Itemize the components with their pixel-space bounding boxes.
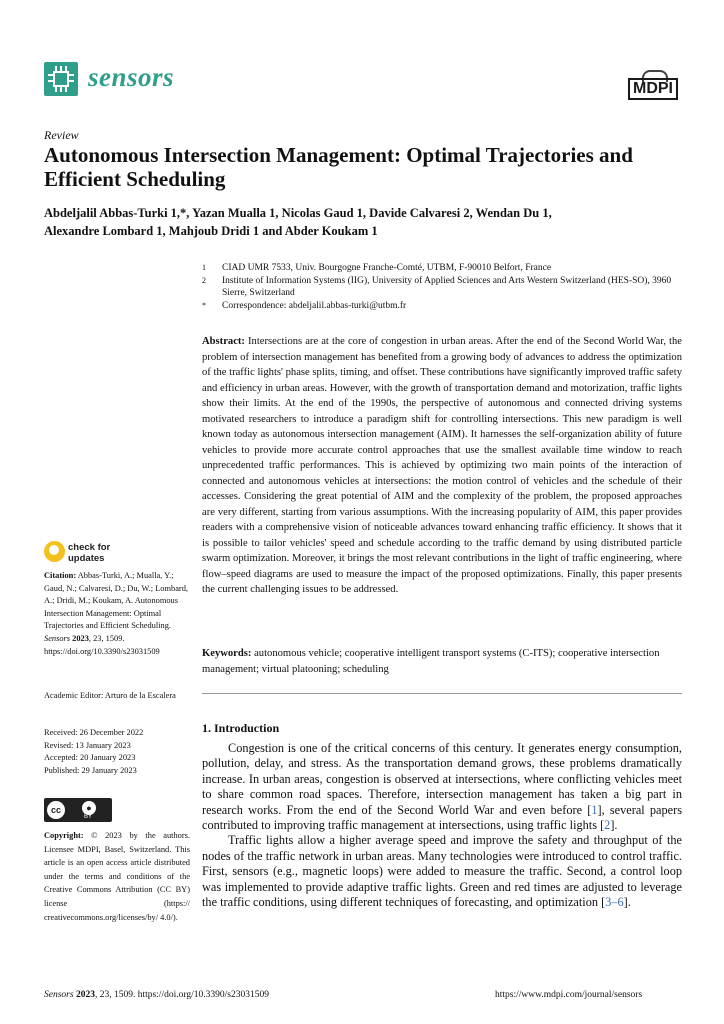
footer-citation: Sensors 2023, 23, 1509. https://doi.org/10.3390/s23031509 xyxy=(44,990,269,1000)
published-date: Published: 29 January 2023 xyxy=(44,765,137,775)
introduction-body xyxy=(202,741,682,910)
citation-link[interactable]: 1 xyxy=(591,802,598,817)
keywords xyxy=(202,646,682,677)
abstract-text: Intersections are at the core of congestion in urban areas. After the end of the Second World War, the problem of intersection management has benefited from a growing body of advances to address the optimization of the traffic lights' phase splits, timing, and offset. These contributions have significantly improved traffic safety and efficiency in urban areas. However, with the growth of transportation demand and motorization, traffic lights show their limits. At the end of the 1990s, the perspective of autonomous and connected driving systems motivated researchers to introduce a paradigm shift for controlling intersections. This new paradigm is well known today as autonomous intersection management (AIM). It harnesses the self-organization ability of future vehicles to provide more accurate control approaches that use the smallest available time window to reach unprecedented traffic performances. This is achieved by optimizing two main points of the interaction of connected and autonomous vehicles at intersections: the motion control of vehicles and the schedule of their accesses. Considering the great potential of AIM and the complexity of the problem, the proposed approaches are very different, starting from various assumptions. With the increasing popularity of AIM, this paper provides readers with a comprehensive vision of noticeable advances toward enhancing traffic efficiency. It shows that it is possible to tailor vehicles' speed and schedule according to the traffic demand by using distributed particle swarm optimization. Moreover, it brings the most relevant contributions in the light of traffic engineering, where flow–speed diagrams are used to measure the impact of the proposed optimizations. Finally, this paper presents the current challenging issues to be addressed. xyxy=(202,336,682,595)
affiliation-item: 2 Institute of Information Systems (IIG), University of Applied Sciences and Arts Western Switzerland (HES-SO), 3960 Sierre, Switzerland xyxy=(202,276,672,298)
footer-journal-url[interactable]: https://www.mdpi.com/journal/sensors xyxy=(495,990,643,1000)
keywords-text: autonomous vehicle; cooperative intelligent transport systems (C-ITS); cooperative intersection management; virtual platooning; scheduling xyxy=(202,648,660,675)
abstract xyxy=(202,334,682,598)
section-heading: 1. Introduction xyxy=(202,721,280,735)
cc-by-license-icon[interactable]: cc ● BY xyxy=(44,798,112,822)
check-updates-icon xyxy=(44,541,65,562)
publisher-name: MDPI xyxy=(628,78,678,100)
citation-link[interactable]: 2 xyxy=(604,818,611,833)
article-type: Review xyxy=(44,128,79,142)
article-title: Autonomous Intersection Management: Optimal Trajectories and Efficient Scheduling xyxy=(44,143,633,191)
abstract-label: Abstract: xyxy=(202,336,245,347)
correspondence: * Correspondence: abdeljalil.abbas-turki@utbm.fr xyxy=(202,301,407,311)
keywords-label: Keywords: xyxy=(202,648,252,659)
copyright-notice: Copyright: © 2023 by the authors. Licensee MDPI, Basel, Switzerland. This article is an open access article distributed under the terms and conditions of the Creative Commons Attribution (CC BY) license (https:// creativecommons.org/licenses/by/ 4.0/). xyxy=(44,831,190,922)
person-icon: ● xyxy=(82,801,96,815)
author-line: Alexandre Lombard 1, Mahjoub Dridi 1 and Abder Koukam 1 xyxy=(44,224,378,238)
journal-logo-icon xyxy=(44,62,78,96)
check-for-updates-button[interactable]: check for updates xyxy=(44,541,194,575)
received-date: Received: 26 December 2022 xyxy=(44,728,144,737)
author-list xyxy=(44,204,684,240)
author-line: Abdeljalil Abbas-Turki 1,*, Yazan Mualla 1, Nicolas Gaud 1, Davide Calvaresi 2, Wendan Du 1, xyxy=(44,206,552,220)
journal-name: sensors xyxy=(88,62,175,92)
affiliation-item: 1 CIAD UMR 7533, Univ. Bourgogne Franche-Comté, UTBM, F-90010 Belfort, France xyxy=(202,263,552,273)
revised-date: Revised: 13 January 2023 xyxy=(44,740,131,750)
citation-link[interactable]: 3–6 xyxy=(605,895,624,910)
academic-editor: Academic Editor: Arturo de la Escalera xyxy=(44,691,176,700)
accepted-date: Accepted: 20 January 2023 xyxy=(44,753,136,763)
citation-block: Citation: Abbas-Turki, A.; Mualla, Y.; Gaud, N.; Calvaresi, D.; Du, W.; Lombard, A.; Dridi, M.; Koukam, A. Autonomous Intersection Management: Optimal Trajectories and Efficient Scheduling. Sensors 2023, 23, 1509. https://doi.org/10.3390/s23031509 xyxy=(44,571,188,656)
section-divider xyxy=(202,693,682,694)
publication-dates xyxy=(44,727,192,777)
affiliations xyxy=(202,262,692,313)
paragraph: Traffic lights allow a higher average speed and improve the safety and throughput of the nodes of the traffic network in urban areas. Many technologies were introduced to control traffic. First, sensors (e.g., magnetic loops) were added to measure the traffic. Second, a control loop was implemented to provide adaptive traffic lights. Green and red times are adjusted to leverage the traffic conditions, using different techniques of forecasting, and optimization [3–6]. xyxy=(202,833,682,910)
publisher-logo xyxy=(628,70,680,100)
paragraph: Congestion is one of the critical concerns of this century. It generates energy consumption, pollution, delay, and stress. As the transportation demand grows, these problems dramatically increase. In urban areas, congestion is observed at intersections, where conflicting vehicles meet to share common road spaces. Therefore, intersection management has taken a big part in research works. From the end of the Second World War and even before [1], several papers contributed to improving traffic management at intersections, using traffic lights [2]. xyxy=(202,741,683,833)
